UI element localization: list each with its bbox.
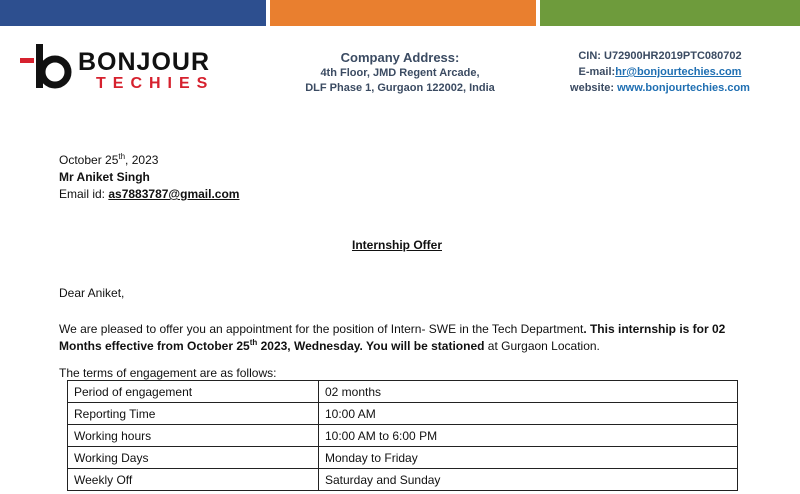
para-start: We are pleased to offer you an appointment for the position of Intern- SWE in the Tech Department bbox=[59, 322, 584, 336]
term-value: 02 months bbox=[319, 381, 738, 403]
table-row bbox=[68, 381, 738, 403]
email-label: E-mail: bbox=[578, 66, 616, 78]
letter-date bbox=[59, 152, 749, 169]
recipient-email bbox=[59, 186, 749, 203]
letter-paragraph bbox=[59, 321, 735, 355]
term-label: Reporting Time bbox=[68, 403, 319, 425]
term-value: 10:00 AM bbox=[319, 403, 738, 425]
email-row bbox=[560, 64, 760, 80]
para-sup: th bbox=[249, 338, 258, 347]
cin-row bbox=[560, 48, 760, 64]
company-contact bbox=[560, 48, 760, 96]
term-label: Weekly Off bbox=[68, 469, 319, 491]
term-value: Monday to Friday bbox=[319, 447, 738, 469]
letter-greeting: Dear Aniket, bbox=[59, 286, 125, 300]
header-color-bars bbox=[0, 0, 800, 26]
term-label: Working hours bbox=[68, 425, 319, 447]
para-end: at Gurgaon Location. bbox=[484, 339, 600, 353]
header-bar-green bbox=[540, 0, 800, 26]
cin-label: CIN: bbox=[578, 50, 601, 62]
date-year: , 2023 bbox=[125, 153, 159, 167]
terms-intro: The terms of engagement are as follows: bbox=[59, 366, 277, 380]
company-address-line1: 4th Floor, JMD Regent Arcade, bbox=[320, 67, 480, 79]
para-bold2: 2023, Wednesday. You will be stationed bbox=[257, 339, 485, 353]
recipient-email-value[interactable]: as7883787@gmail.com bbox=[108, 187, 240, 201]
company-address bbox=[290, 49, 510, 96]
company-email-link[interactable]: hr@bonjourtechies.com bbox=[615, 66, 742, 78]
logo-word-techies: TECHIES bbox=[96, 75, 215, 92]
table-row bbox=[68, 425, 738, 447]
website-row bbox=[560, 80, 760, 96]
term-value: Saturday and Sunday bbox=[319, 469, 738, 491]
terms-table bbox=[67, 380, 738, 491]
term-label: Period of engagement bbox=[68, 381, 319, 403]
company-logo bbox=[20, 42, 220, 92]
logo-b-icon bbox=[20, 42, 78, 92]
term-label: Working Days bbox=[68, 447, 319, 469]
table-row bbox=[68, 403, 738, 425]
company-address-title: Company Address: bbox=[340, 50, 460, 65]
para-bold: . This internship is for 02 Months effective from October 25 bbox=[59, 322, 726, 353]
website-label: website: bbox=[570, 82, 615, 94]
cin-value: U72900HR2019PTC080702 bbox=[604, 50, 742, 62]
company-website-link[interactable]: www.bonjourtechies.com bbox=[617, 82, 750, 94]
date-month-day: October 25 bbox=[59, 153, 119, 167]
recipient-email-label: Email id: bbox=[59, 187, 106, 201]
company-address-line2: DLF Phase 1, Gurgaon 122002, India bbox=[305, 82, 495, 94]
header-bar-orange bbox=[270, 0, 536, 26]
letter-body bbox=[59, 152, 749, 380]
table-row bbox=[68, 447, 738, 469]
table-row bbox=[68, 469, 738, 491]
term-value: 10:00 AM to 6:00 PM bbox=[319, 425, 738, 447]
recipient-name: Mr Aniket Singh bbox=[59, 170, 150, 184]
header-bar-blue bbox=[0, 0, 266, 26]
date-suffix: th bbox=[118, 152, 126, 161]
logo-word-bonjour: BONJOUR bbox=[78, 48, 211, 76]
letter-subject: Internship Offer bbox=[351, 238, 442, 252]
